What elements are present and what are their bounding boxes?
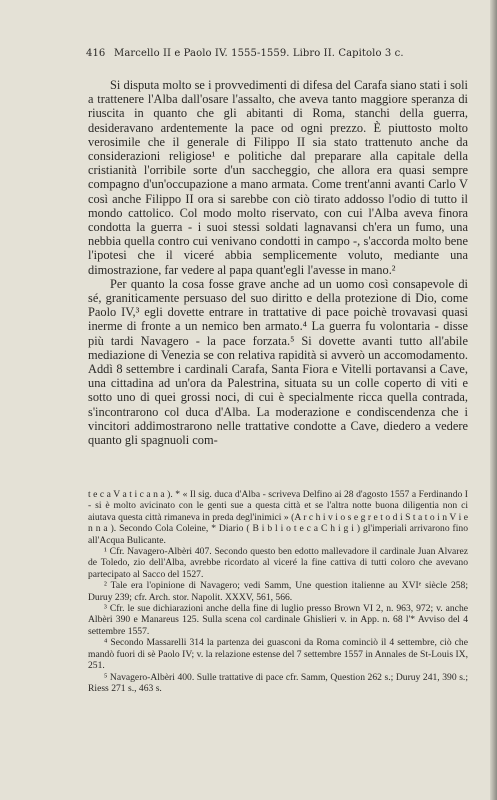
page-edge-shadow — [490, 0, 497, 800]
footnote-continuation: t e c a V a t i c a n a ). * « Il sig. duca d'Alba - scriveva Delfino ai 28 d'agosto 1557 a Ferdinando I - si è molto avicinato con le genti sue a questa città et se l'altra notte buona diligentia non ci aiutava questa città rimaneva in preda degl'inimici » (A r c h i v i o s e g r e t o d i S t a t o i n V i e n n a ). Secondo Cola Coleine, * Diario ( B i b l i o t e c a C h i g i ) gl'imperiali arrivarono fino all'Acqua Bulicante. — [88, 489, 468, 546]
footnote-2: ² Tale era l'opinione di Navagero; vedi Samm, Une question italienne au XVIᵉ siècle 258; Duruy 239; cfr. Arch. stor. Napolit. XXXV, 561, 566. — [88, 580, 468, 603]
footnote-1: ¹ Cfr. Navagero-Albèri 407. Secondo questo ben edotto mallevadore il cardinale Juan Alvarez de Toledo, zio dell'Alba, avrebbe ricordato al viceré la fine cattiva di tutti coloro che avevano partecipato al Sacco del 1527. — [88, 546, 468, 580]
footnote-5: ⁵ Navagero-Albèri 400. Sulle trattative di pace cfr. Samm, Question 262 s.; Duruy 241, 390 s.; Riess 271 s., 463 s. — [88, 671, 468, 694]
running-title: Marcello II e Paolo IV. 1555-1559. Libro II. Capitolo 3 c. — [114, 48, 404, 59]
main-text — [88, 78, 468, 447]
body-paragraph: Per quanto la cosa fosse grave anche ad un uomo così consapevole di sé, graniticamente persuaso del suo diritto e della protezione di Dio, come Paolo IV,³ egli dovette entrare in trattative di pace poichè trovavasi quasi inerme di fronte a un nemico ben armato.⁴ La guerra fu volontaria - disse più tardi Navagero - la pace forzata.⁵ Si dovette avanti tutto all'abile mediazione di Venezia se con relativa rapidità si avverò un accomodamento. Addì 8 settembre i cardinali Carafa, Santa Fiora e Vitelli portavansi a Cave, una cittadina ad un'ora da Palestrina, situata su un colle coperto di viti e sotto uno di quei grossi noci, di cui è specialmente ricca quella contrada, s'incontrarono col duca d'Alba. La moderazione e condiscendenza che i vincitori addimostrarono nelle trattative condotte a Cave, diedero a vedere quanto gli spagnuoli com- — [88, 276, 468, 448]
body-paragraph: Si disputa molto se i provvedimenti di difesa del Carafa siano stati i soli a trattenere l'Alba dall'osare l'assalto, che aveva tanto maggiore speranza di riuscita in quanto che gli abitanti di Roma, stanchi della guerra, desideravano ardentemente la pace od ogni prezzo. È piuttosto molto verosimile che il generale di Filippo II sia stato trattenuto anche da considerazioni religiose¹ e politiche dal preparare alla capitale della cristianità l'orribile sorte d'un saccheggio, che allora era quasi sempre compagno d'un'occupazione a mano armata. Come trent'anni avanti Carlo V così anche Filippo II ora si sarebbe con ciò tirato addosso l'odio di tutto il mondo cattolico. Col modo molto riservato, con cui l'Alba aveva finora condotta la guerra - i suoi stessi soldati lagnavansi ch'era un fumo, una nebbia quella contro cui venivano condotti in campo -, s'accorda molto bene l'ipotesi che il viceré abbia semplicemente voluto, mediante una dimostrazione, far vedere al papa quant'egli l'avesse in mano.² — [88, 78, 468, 277]
footnotes — [88, 489, 468, 694]
footnote-3: ³ Cfr. le sue dichiarazioni anche della fine di luglio presso Brown VI 2, n. 963, 972; v. anche Albèri 390 e Manareus 125. Sulla scena col cardinale Ghislieri v. in App. n. 68 l'* Avviso del 4 settembre 1557. — [88, 603, 468, 637]
footnote-4: ⁴ Secondo Massarelli 314 la partenza dei guasconi da Roma cominciò il 4 settembre, ciò che mandò fuori di sè Paolo IV; v. la relazione estense del 7 settembre 1557 in Annales de St-Louis IX, 251. — [88, 637, 468, 672]
page-number: 416 — [86, 48, 106, 59]
